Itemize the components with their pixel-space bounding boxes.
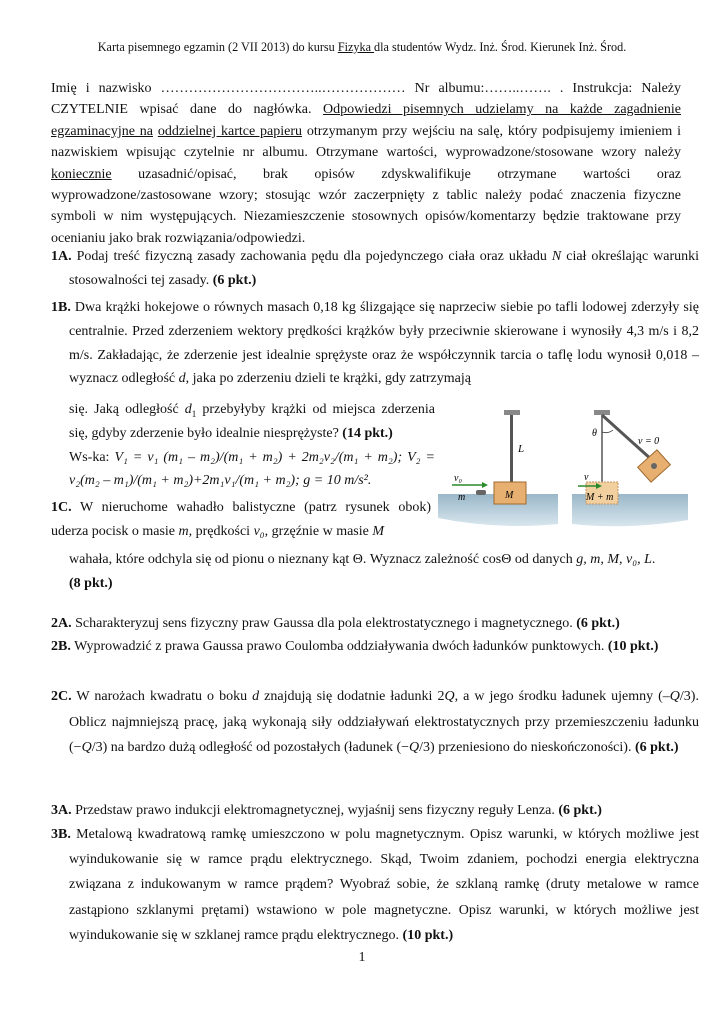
label-v: v (584, 472, 589, 483)
pivot-left (504, 410, 520, 415)
q1c-points: (8 pkt.) (69, 575, 113, 591)
q2c-q3a: Q (669, 689, 680, 704)
q2b-text: Wyprowadzić z prawa Gaussa prawo Coulomba oddziaływania dwóch ładunków punktowych. (70, 639, 608, 654)
label-M: M (505, 490, 514, 501)
q2c-text3: , a w jego środku ładunek ujemny (– (454, 689, 670, 704)
page-header (0, 40, 724, 55)
q1a-points: (6 pkt.) (212, 272, 257, 288)
q2c-text2: znajdują się dodatnie ładunki 2 (259, 689, 445, 704)
q1b-text4: przebyłyby krążki od miejsca zderzenia się, gdyby zderzenie było idealnie niesprężyste? (69, 402, 435, 441)
question-1c-cont (51, 548, 681, 596)
velocity-arrowhead (482, 482, 488, 488)
q3a-points: (6 pkt.) (558, 803, 602, 818)
angle-arc (602, 430, 613, 433)
pivot-right (594, 410, 610, 415)
q1c-text3: , grzęźnie w masie (264, 523, 373, 539)
intro-line1: Imię i nazwisko ……………………………..……………… Nr albumu:……..……. . Instrukcja: Należy CZYTELNIE wpisać dane do nagłówka. (51, 81, 681, 118)
q2b-number: 2B. (51, 639, 71, 654)
q1b-d1-sub: 1 (191, 408, 197, 419)
question-1c (51, 496, 431, 544)
q1c-vars: g, m, M, v₀, L (576, 552, 652, 567)
q1c-M: M (372, 523, 385, 539)
page-number: 1 (358, 950, 366, 965)
q2a-points: (6 pkt.) (576, 616, 620, 631)
pendulum-rod-left (510, 414, 513, 486)
q1c-number: 1C. (51, 500, 72, 515)
q1a-n: N (551, 249, 562, 264)
q2c-text6: /3) przeniesiono do nieskończoności). (419, 740, 635, 756)
q1c-text1: W nieruchome wahadło balistyczne (patrz rysunek obok) uderza pocisk o masie (51, 500, 431, 539)
intro-rest1: otrzymanym przy wejściu na salę, który podpisujemy imieniem i nazwiskiem wpisując czytelnie nr albumu. Otrzymane wartości, wyprowadzone/stosowane wzory należy (51, 123, 682, 161)
intro-underline1: Odpowiedzi pisemnych udzielamy na każde zagadnienie egzaminacyjne na (51, 102, 681, 139)
intro-underline3: koniecznie (51, 166, 112, 182)
q2c-text1: W narożach kwadratu o boku (71, 689, 253, 704)
q1b-points: (14 pkt.) (342, 425, 393, 441)
question-1a (51, 245, 699, 293)
label-v0: v₀ (454, 473, 462, 484)
question-1b (51, 296, 699, 391)
q2c-q: Q (444, 689, 455, 704)
label-Mm: M + m (586, 492, 614, 503)
q3b-text: Metalową kwadratową ramkę umieszczono w polu magnetycznym. Opisz warunki, w których możliwe jest wyindukowanie się w ramce prądu elektrycznego. Skąd, Twoim zdaniem, pochodzi energia elektryczna związana z indukowanym w ramce prądem? Wyobraź sobie, że szklaną ramkę (druty metalowe w ramce zastąpiono szklanymi prętami) wstawiono w pole magnetyczne. Opisz warunki, w których możliwe jest wyindukowanie się w szklanej ramce prądu elektrycznego. (69, 827, 699, 943)
intro-underline2: oddzielnej kartce papieru (157, 123, 302, 139)
header-part2: dla studentów Wydz. Inż. Środ. Kierunek Inż. Środ. (374, 40, 627, 54)
q1c-text4: wahała, które odchyla się od pionu o nieznany kąt Θ. Wyznacz zależność cosΘ od danych (69, 552, 577, 567)
question-2b (51, 635, 699, 659)
q2a-text: Scharakteryzuj sens fizyczny praw Gaussa dla pola elektrostatycznego i magnetycznego. (71, 616, 577, 631)
q1b-hint-label: Ws-ka: (69, 449, 115, 465)
q1b-text3: się. Jaką odległość (69, 402, 185, 417)
q2c-text4: /3). Oblicz najmniejszą pracę, jaką wykonają siły oddziaływań elektrostatycznych przy przemieszczeniu ładunku (− (69, 689, 699, 756)
question-2c (51, 684, 699, 761)
q2c-d: d (252, 689, 260, 704)
ballistic-pendulum-figure (438, 408, 688, 530)
q1c-v0: v₀ (253, 523, 265, 539)
intro-rest2: uzasadnić/opisać, brak opisów zdyskwalifikuje otrzymane wartości oraz wyprowadzone/zastosowane wzory; stosując wzór zaczerpnięty z tablic należy podać znaczenia fizyczne symboli w nim występujących. Niezamieszczenie stosownych opisów/komentarzy będzie traktowane przy ocenianiu jako brak rozwiązania/odpowiedzi. (51, 166, 681, 246)
question-2a (51, 612, 699, 636)
label-L: L (518, 443, 525, 455)
q1b-number: 1B. (51, 300, 71, 315)
block-swung (638, 450, 671, 482)
q1b-text2: , jaka po zderzeniu dzieli te krążki, gdy zatrzymają (185, 371, 471, 387)
q1b-d1: d (184, 402, 192, 417)
question-3a (51, 799, 699, 823)
q1a-number: 1A. (51, 249, 72, 264)
question-1b-cont (51, 398, 435, 493)
q3b-points: (10 pkt.) (402, 927, 454, 943)
q1b-d: d (178, 371, 186, 387)
label-theta: θ (592, 428, 597, 439)
q3a-number: 3A. (51, 803, 72, 818)
q1c-dot: . (651, 552, 656, 567)
bullet (476, 490, 486, 495)
question-3b (51, 822, 699, 948)
q1a-text1: Podaj treść fizyczną zasady zachowania pędu dla pojedynczego ciała oraz układu (71, 249, 552, 264)
q1b-hint: V₁ = v₁ (m₁ – m₂)/(m₁ + m₂) + 2m₂v₂/(m₁ + m₂); V₂ = v₂(m₂ – m₁)/(m₁ + m₂)+2m₁v₁/(m₁ + m₂); g = 10 m/s². (69, 449, 435, 489)
q2c-text5: /3) na bardzo dużą odległość od pozostałych (ładunek (− (91, 740, 410, 756)
q2c-number: 2C. (51, 689, 72, 704)
q2c-points: (6 pkt.) (634, 740, 679, 756)
instructions (51, 78, 681, 249)
q2c-q3c: Q (409, 740, 420, 756)
q2c-q3b: Q (81, 740, 92, 756)
q1c-text2: prędkości (192, 523, 254, 539)
header-course: Fizyka (337, 40, 375, 54)
q1b-text1: Dwa krążki hokejowe o równych masach 0,18 kg ślizgające się naprzeciw siebie po tafli lodowej zderzyły się centralnie. Przed zderzeniem wektory prędkości krążków były przeciwnie skierowane i wynosiły 4,3 m/s i 8,2 m/s. Zakładając, że zderzenie jest idealnie sprężyste oraz że współczynnik tarcia o taflę lodu wynosił 0,018 – wyznacz odległość (69, 300, 699, 387)
q3b-number: 3B. (51, 827, 71, 842)
q3a-text: Przedstaw prawo indukcji elektromagnetycznej, wyjaśnij sens fizyczny reguły Lenza. (71, 803, 559, 818)
label-m: m (458, 492, 466, 503)
label-v-zero: v = 0 (638, 436, 660, 447)
q2a-number: 2A. (51, 616, 72, 631)
header-part1: Karta pisemnego egzamin (2 VII 2013) do kursu (97, 40, 338, 54)
q1c-m: m, (178, 523, 193, 539)
q1a-text2: ciał określając warunki stosowalności tej zasady. (69, 249, 700, 288)
q2b-points: (10 pkt.) (607, 639, 659, 654)
